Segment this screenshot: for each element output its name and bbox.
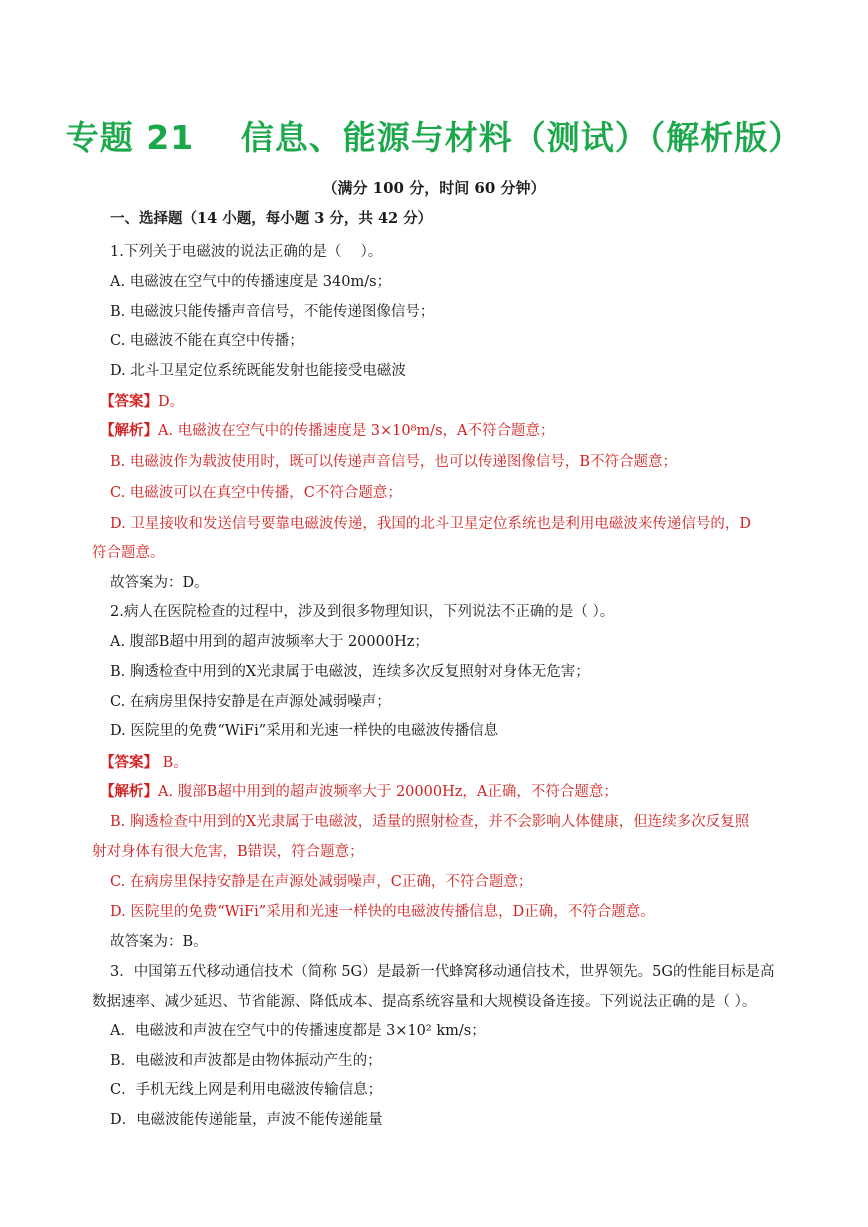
question-2-analysis-c: C. 在病房里保持安静是在声源处减弱噪声，C正确，不符合题意； xyxy=(110,874,533,890)
question-1-analysis-b: B. 电磁波作为载波使用时，既可以传递声音信号，也可以传递图像信号，B不符合题意； xyxy=(110,454,678,470)
question-2-conclusion: 故答案为：B。 xyxy=(110,934,208,950)
question-2-option-c: C. 在病房里保持安静是在声源处减弱噪声； xyxy=(110,694,391,710)
question-3-stem: 3．中国第五代移动通信技术（简称 5G）是最新一代蜂窝移动通信技术，世界领先。5G的性能目标是高 xyxy=(110,964,775,980)
question-3-option-b: B．电磁波和声波都是由物体振动产生的； xyxy=(110,1053,382,1069)
question-2-option-b: B. 胸透检查中用到的X光隶属于电磁波，连续多次反复照射对身体无危害； xyxy=(110,664,590,680)
question-3-option-c: C．手机无线上网是利用电磁波传输信息； xyxy=(110,1082,383,1098)
question-1-analysis xyxy=(100,421,810,441)
question-1-option-d: D. 北斗卫星定位系统既能发射也能接受电磁波 xyxy=(110,363,406,379)
question-1-analysis-d-cont: 符合题意。 xyxy=(92,545,165,561)
question-3-option-d: D．电磁波能传递能量，声波不能传递能量 xyxy=(110,1112,383,1128)
section-heading: 一、选择题（14 小题，每小题 3 分，共 42 分） xyxy=(110,210,433,227)
question-2-option-d: D. 医院里的免费“WiFi”采用和光速一样快的电磁波传播信息 xyxy=(110,723,499,739)
question-2-answer xyxy=(100,753,810,773)
question-2-analysis-b: B. 胸透检查中用到的X光隶属于电磁波，适量的照射检查，并不会影响人体健康，但连续多次反复照 xyxy=(110,814,750,830)
analysis-tag: 【解析】 xyxy=(100,422,158,439)
question-1-answer xyxy=(100,392,810,412)
question-2-option-a: A. 腹部B超中用到的超声波频率大于 20000Hz； xyxy=(110,634,429,650)
question-2-stem: 2.病人在医院检查的过程中，涉及到很多物理知识，下列说法不正确的是（ ）。 xyxy=(110,604,615,620)
question-1-option-a: A. 电磁波在空气中的传播速度是 340m/s； xyxy=(110,274,392,290)
question-1-option-b: B. 电磁波只能传播声音信号，不能传递图像信号； xyxy=(110,304,435,320)
question-2-analysis-d: D. 医院里的免费“WiFi”采用和光速一样快的电磁波传播信息，D正确，不符合题意。 xyxy=(110,904,655,920)
question-3-option-a: A．电磁波和声波在空气中的传播速度都是 3×10² km/s； xyxy=(110,1023,486,1039)
answer-value: D。 xyxy=(158,394,185,410)
question-3-stem-cont: 数据速率、减少延迟、节省能源、降低成本、提高系统容量和大规模设备连接。下列说法正确的是（ ）。 xyxy=(92,994,757,1010)
question-1-option-c: C. 电磁波不能在真空中传播； xyxy=(110,333,304,349)
analysis-text: A. 腹部B超中用到的超声波频率大于 20000Hz，A正确，不符合题意； xyxy=(158,784,618,800)
question-1-analysis-d: D. 卫星接收和发送信号要靠电磁波传递，我国的北斗卫星定位系统也是利用电磁波来传递信号的，D xyxy=(110,516,751,532)
answer-tag: 【答案】 xyxy=(100,393,158,410)
question-1-analysis-c: C. 电磁波可以在真空中传播，C不符合题意； xyxy=(110,485,402,501)
answer-tag: 【答案】 xyxy=(100,754,158,771)
question-1-stem: 1.下列关于电磁波的说法正确的是（ ）。 xyxy=(110,244,383,260)
question-1-conclusion: 故答案为：D。 xyxy=(110,575,209,591)
document-subtitle: （满分 100 分，时间 60 分钟） xyxy=(322,179,546,197)
question-2-analysis-b-cont: 射对身体有很大危害，B错误，符合题意； xyxy=(92,844,364,860)
question-2-analysis xyxy=(100,782,810,802)
analysis-tag: 【解析】 xyxy=(100,783,158,800)
document-title: 专题 21 信息、能源与材料（测试）（解析版） xyxy=(65,118,803,157)
analysis-text: A. 电磁波在空气中的传播速度是 3×10⁸m/s，A不符合题意； xyxy=(158,423,555,439)
answer-value: B。 xyxy=(158,755,188,771)
